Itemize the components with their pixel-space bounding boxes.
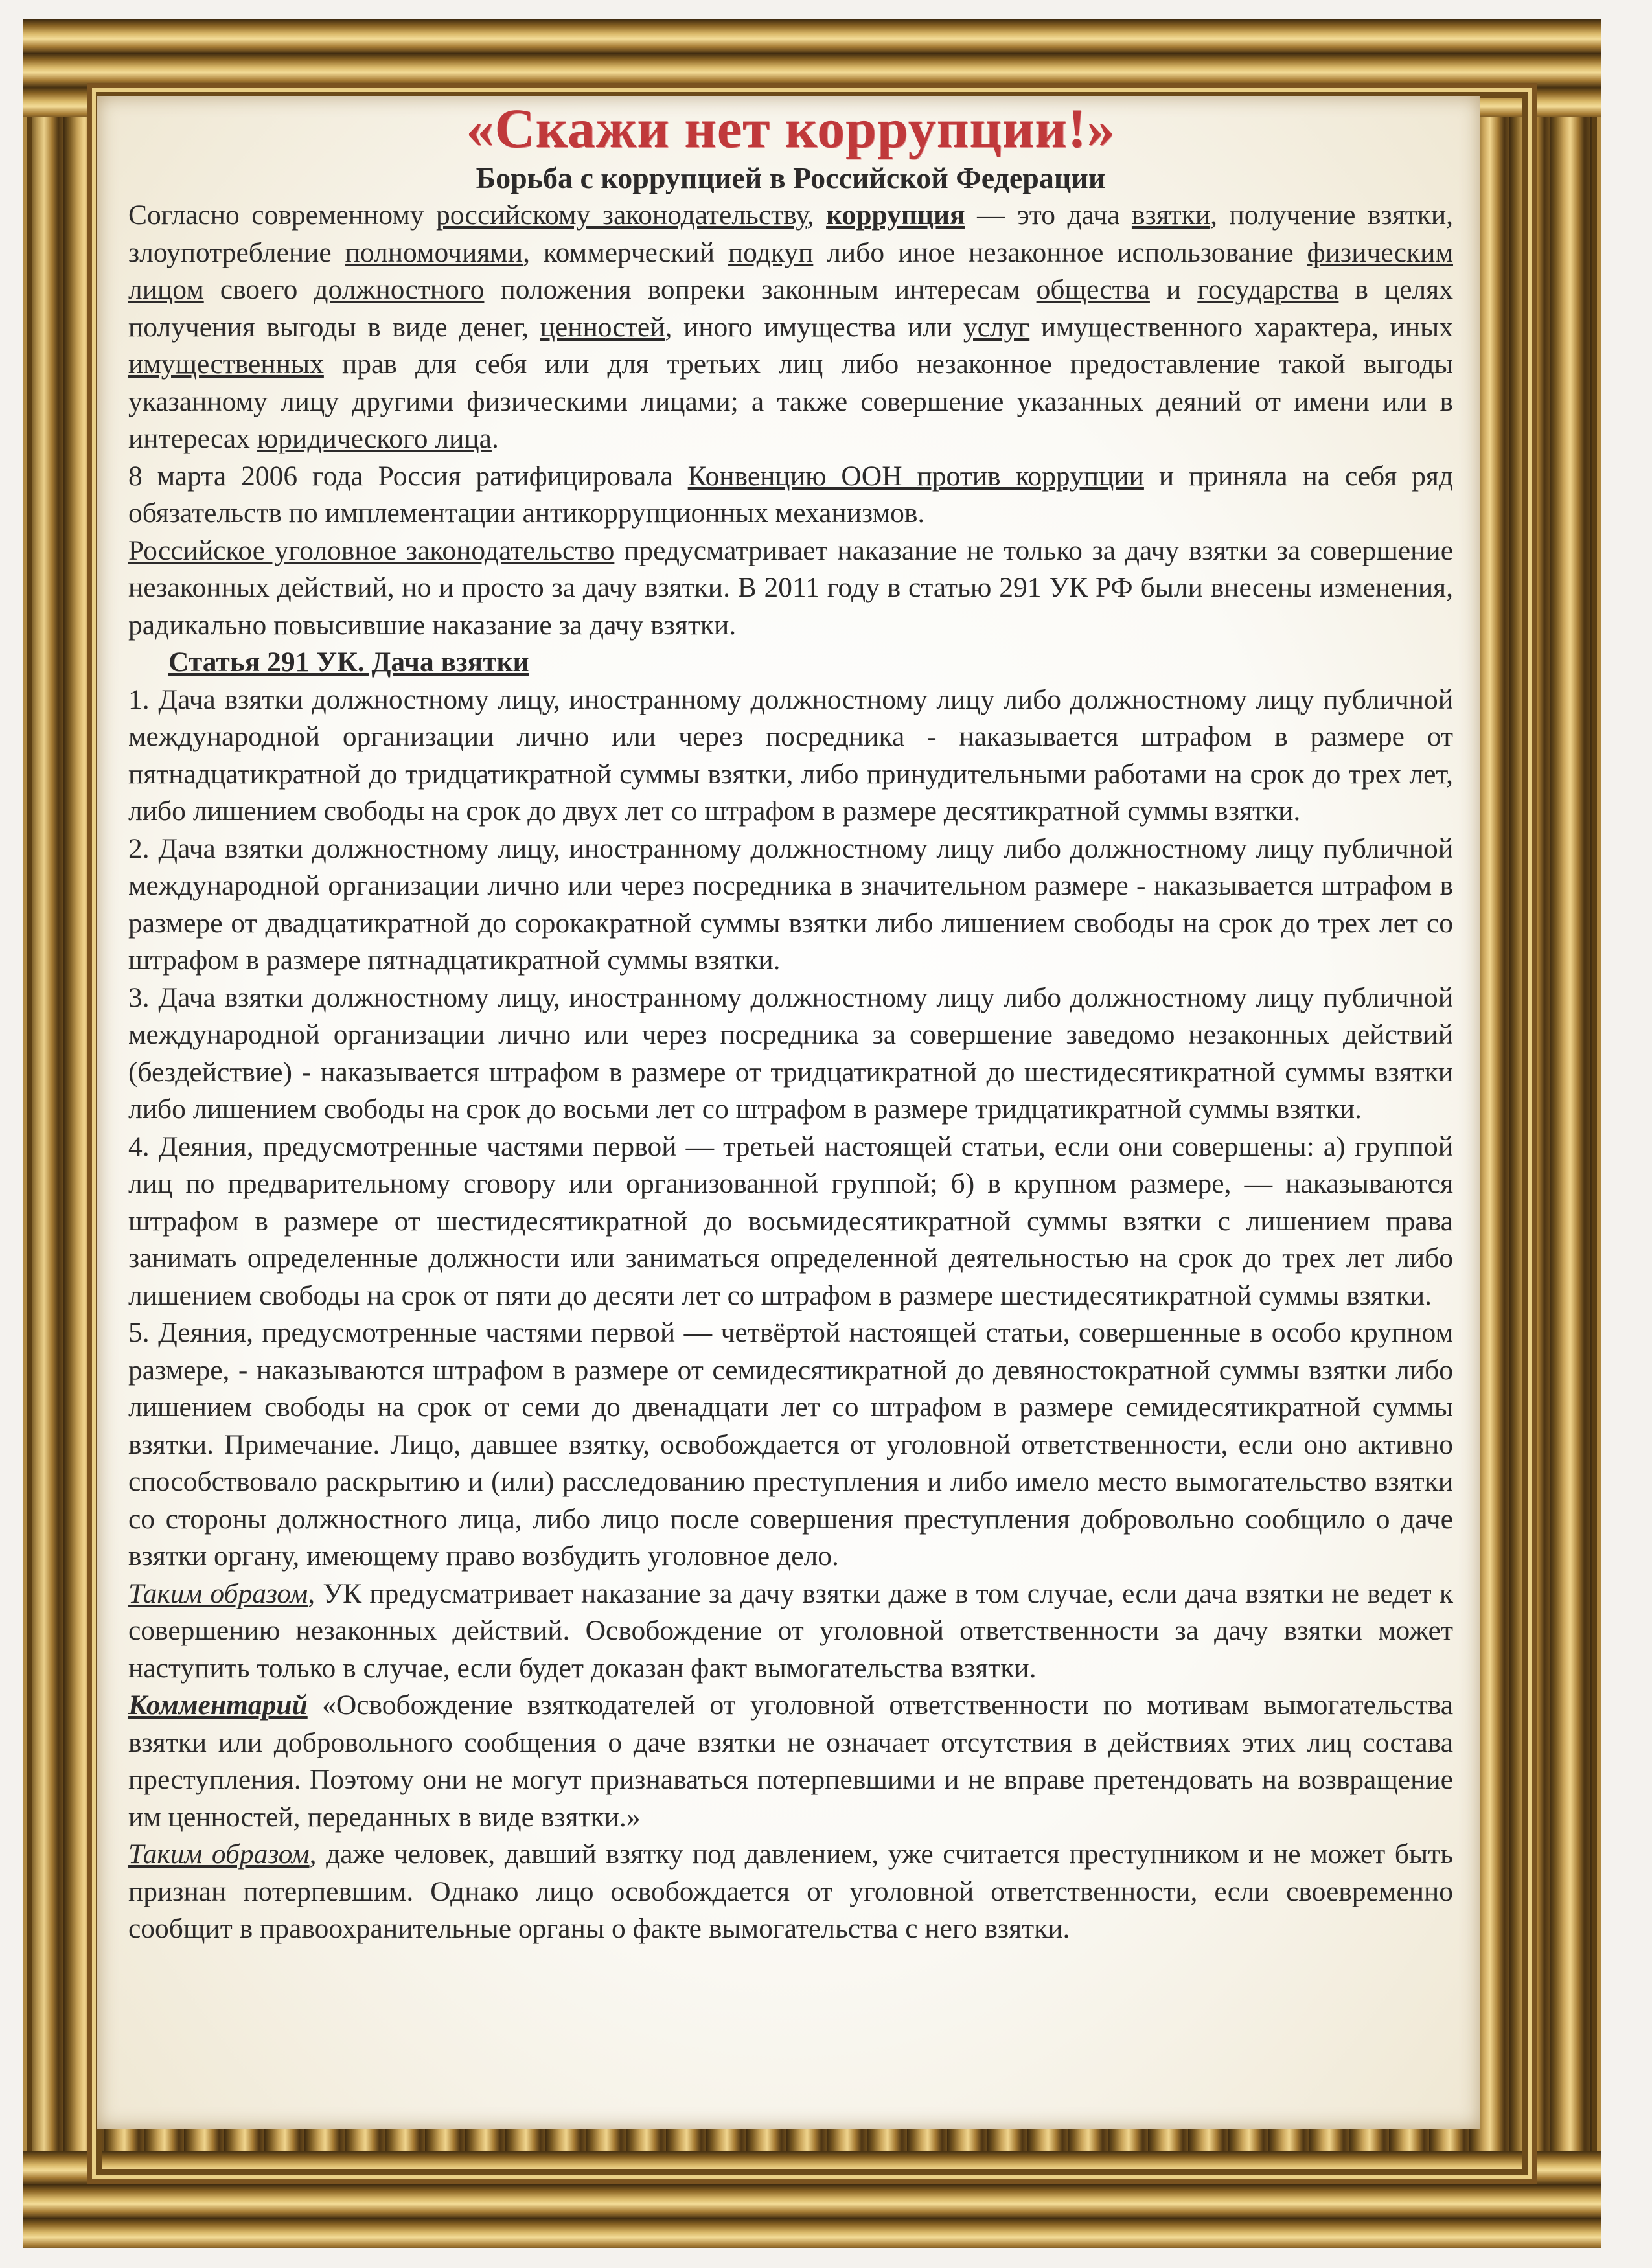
text: 8 марта 2006 года Россия ратифицировала (128, 460, 688, 492)
text: Согласно современному (128, 200, 437, 231)
page-subtitle: Борьба с коррупцией в Российской Федерации (476, 161, 1106, 194)
text: , иного имущества или (665, 311, 963, 343)
link-un-convention[interactable]: Конвенцию ООН против коррупции (687, 460, 1144, 492)
link-criminal-law[interactable]: Российское уголовное законодательство (128, 534, 615, 566)
article-heading: Статья 291 УК. Дача взятки (168, 647, 529, 678)
link-bribery[interactable]: подкуп (728, 236, 814, 268)
clause-1: 1. Дача взятки должностному лицу, иностранному должностному лицу либо должностному лицу публичной международной организации лично или через посредника - наказывается штрафом в размере от пятнадцатикратной до тридцатикратной суммы взятки, либо принудительными работами на срок до трех лет, либо лишением свободы на срок до двух лет со штрафом в размере десятикратной суммы взятки. (128, 683, 1453, 827)
link-corruption[interactable]: коррупция (826, 200, 965, 231)
text: своего (203, 274, 314, 305)
text: , получение взятки, злоупотребление (128, 200, 1454, 268)
link-state[interactable]: государства (1197, 274, 1339, 305)
document-content (97, 96, 1480, 2129)
text: , коммерческий (523, 236, 728, 268)
text: , УК предусматривает наказание за дачу взятки даже в том случае, если дача взятки не ведет к совершению незаконных действий. Освобождение от уголовной ответственности за дачу взятки может наступить только в случае, если будет доказан факт вымогательства взятки. (128, 1577, 1453, 1684)
link-society[interactable]: общества (1036, 274, 1150, 305)
text: — это дача (965, 200, 1132, 231)
link-law[interactable]: российскому законодательству (436, 200, 807, 231)
clause-2: 2. Дача взятки должностному лицу, иностранному должностному лицу либо должностному лицу публичной международной организации лично или через посредника в значительном размере - наказывается штрафом в размере от двадцатикратной до сорокакратной суммы взятки либо лишением свободы на срок до трех лет со штрафом в размере пятнадцатикратной суммы взятки. (128, 832, 1453, 976)
text: , (807, 200, 827, 231)
conclusion-lead: Таким образом (128, 1838, 310, 1870)
text: в целях получения выгоды в виде денег, (128, 274, 1454, 343)
link-property[interactable]: имущественных (128, 349, 324, 380)
text: предусматривает наказание не только за дачу взятки за совершение незаконных действий, но и просто за дачу взятки. В 2011 году в статью 291 УК РФ были внесены изменения, радикально повысившие наказание за дачу взятки. (128, 534, 1454, 641)
link-official[interactable]: должностного (314, 274, 485, 305)
link-individual[interactable]: физическим лицом (128, 236, 1453, 305)
text: , даже человек, давший взятку под давлением, уже считается преступником и не может быть признан потерпевшим. Однако лицо освобождается от уголовной ответственности, если своевременно сообщит в правоохранительные органы о факте вымогательства с него взятки. (128, 1838, 1453, 1944)
text: . (491, 423, 499, 454)
text: прав для себя или для третьих лиц либо незаконное предоставление такой выгоды указанному лицу другими физическими лицами; а также совершение указанных деяний от имени или в интересах (128, 349, 1453, 454)
text: имущественного характера, иных (1029, 311, 1453, 343)
criminal-law-paragraph (128, 533, 1453, 645)
text: положения вопреки законным интересам (484, 274, 1037, 305)
clause-3: 3. Дача взятки должностному лицу, иностранному должностному лицу либо должностному лицу публичной международной организации лично или через посредника за совершение заведомо незаконных действий (бездействие) - наказывается штрафом в размере от тридцатикратной до шестидесятикратной суммы взятки либо лишением свободы на срок до восьми лет со штрафом в размере тридцатикратной суммы взятки. (128, 981, 1453, 1125)
text: «Освобождение взяткодателей от уголовной ответственности по мотивам вымогательства взятки или добровольного сообщения о даче взятки не означает отсутствия в действиях этих лиц состава преступления. Поэтому они не могут признаваться потерпевшими и не вправе претендовать на возвращение им ценностей, переданных в виде взятки.» (128, 1690, 1453, 1833)
conclusion-lead: Таким образом (128, 1577, 308, 1609)
link-powers[interactable]: полномочиями (345, 236, 523, 268)
conclusion-1 (128, 1575, 1453, 1688)
text: и приняла на себя ряд обязательств по имплементации антикоррупционных механизмов. (128, 460, 1453, 529)
text: и (1149, 274, 1198, 305)
comment-paragraph (128, 1687, 1453, 1836)
intro-paragraph (128, 197, 1453, 458)
comment-lead: Комментарий (128, 1690, 308, 1721)
link-legal-entity[interactable]: юридического лица (257, 423, 492, 454)
clause-4: 4. Деяния, предусмотренные частями первой — третьей настоящей статьи, если они совершены: а) группой лиц по предварительному сговору или организованной группой; б) в крупном размере, — наказываются штрафом в размере от шестидесятикратной до восьмидесятикратной суммы взятки с лишением права занимать определенные должности или заниматься определенной деятельностью на срок до трех лет либо лишением свободы на срок от пяти до десяти лет со штрафом в размере шестидесятикратной суммы взятки. (128, 1130, 1453, 1311)
link-bribe[interactable]: взятки (1131, 200, 1211, 231)
link-valuables[interactable]: ценностей (540, 311, 665, 343)
conclusion-2 (128, 1836, 1453, 1948)
link-services[interactable]: услуг (963, 311, 1030, 343)
ratification-paragraph (128, 458, 1453, 533)
clause-5: 5. Деяния, предусмотренные частями первой — четвёртой настоящей статьи, совершенные в особо крупном размере, - наказываются штрафом в размере от семидесятикратной до девяностократной суммы взятки либо лишением свободы на срок от семи до двенадцати лет со штрафом в размере семидесятикратной суммы взятки. Примечание. Лицо, давшее взятку, освобождается от уголовной ответственности, если оно активно способствовало раскрытию и (или) расследованию преступления и либо имело место вымогательство взятки со стороны должностного лица, либо лицо после совершения преступления добровольно сообщило о даче взятки органу, имеющему право возбудить уголовное дело. (128, 1317, 1453, 1572)
text: либо иное незаконное использование (813, 236, 1307, 268)
document-text (128, 96, 1453, 1948)
page-title: «Скажи нет коррупции!» (466, 97, 1116, 159)
